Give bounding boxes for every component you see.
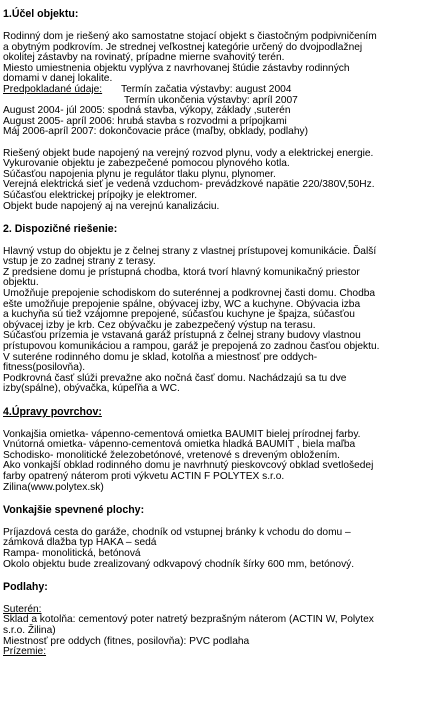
dates-label: Predpokladané údaje:: [3, 83, 103, 95]
paragraph-line: Miestnosť pre oddych (fitnes, posilovňa): PVC podlaha: [3, 635, 250, 647]
section-title-layout: 2. Dispozičné riešenie:: [3, 222, 118, 235]
paragraph-line: obývacej izby je krb. Cez obývačku je zabezpečený výstup na terasu.: [3, 319, 316, 331]
paragraph-line: izby(spálne), obývačka, kúpeľňa a WC.: [3, 383, 180, 395]
paragraph-line: ešte umožňuje prepojenie spálne, obývacej izby, WC a kuchyne. Obývacia izba: [3, 298, 361, 310]
section-title-surfaces: 4.Úpravy povrchov:: [3, 405, 102, 418]
paragraph-line: Schodisko- monolitické železobetónové, vretenové s dreveným obložením.: [3, 449, 340, 461]
section-title-purpose: 1.Účel objektu:: [3, 8, 79, 20]
schedule-line: Máj 2006-apríl 2007: dokončovacie práce (maľby, obklady, podlahy): [3, 126, 308, 138]
section-title-paved-areas: Vonkajšie spevnené plochy:: [3, 503, 145, 516]
paragraph-line: Rampa- monolitická, betónová: [3, 547, 141, 559]
schedule-line: August 2005- apríl 2006: hrubá stavba s rozvodmi a prípojkami: [3, 115, 287, 127]
subheading-basement: Suterén:: [3, 603, 42, 615]
services-line: Vykurovanie objektu je zabezpečené pomocou plynového kotla.: [3, 158, 290, 170]
paragraph-line: Súčasťou prízemia je vstavaná garáž prístupná z čelnej strany budovy vlastnou: [3, 330, 361, 342]
paragraph-line: zámková dlažba typ HAKA – sedá: [3, 537, 157, 549]
paragraph-line: Hlavný vstup do objektu je z čelnej strany z vlastnej prístupovej komunikácie. Ďalší: [3, 245, 377, 257]
polytex-link[interactable]: Zilina(www.polytex.sk): [3, 481, 104, 493]
paragraph-line: Ako vonkajší obklad rodinného domu je navrhnutý pieskovcový obklad svetlošedej: [3, 460, 374, 472]
schedule-line: August 2004- júl 2005: spodná stavba, výkopy, základy ,suterén: [3, 105, 291, 117]
paragraph-line: Okolo objektu bude zrealizovaný odkvapový chodník šírky 600 mm, betónový.: [3, 558, 355, 570]
paragraph-line: vstup je zo zadnej strany z terasy.: [3, 256, 156, 268]
services-line: Súčasťou napojenia plynu je regulátor tlaku plynu, plynomer.: [3, 168, 276, 180]
services-line: Verejná elektrická sieť je vedená vzduchom- prevádzkové napätie 220/380V,50Hz.: [3, 179, 375, 191]
paragraph-line: objektu.: [3, 277, 39, 289]
paragraph-line: prístupovou komunikáciou a rampou, garáž je prepojená zo zadnou časťou objektu.: [3, 341, 380, 353]
date-start: Termín začatia výstavby: august 2004: [121, 83, 292, 95]
paragraph-line: V suteréne rodinného domu je sklad, kotolňa a miestnosť pre oddych-: [3, 351, 318, 363]
paragraph-line: domami v danej lokalite.: [3, 73, 113, 85]
date-end: Termín ukončenia výstavby: apríl 2007: [124, 94, 298, 106]
services-line: Riešený objekt bude napojený na verejný rozvod plynu, vody a elektrickej energie.: [3, 147, 374, 159]
paragraph-line: Rodinný dom je riešený ako samostatne stojací objekt s čiastočným podpivničením: [3, 31, 377, 42]
services-line: Súčasťou elektrickej prípojky je elektromer.: [3, 189, 198, 201]
paragraph-line: okolitej zástavby na rovinatý, prípadne mierne svahovitý terén.: [3, 52, 285, 64]
paragraph-line: Sklad a kotolňa: cementový poter natretý bezprašným náterom (ACTIN W, Polytex: [3, 614, 374, 626]
paragraph-line: Vnútorná omietka- vápenno-cementová omietka hladká BAUMIT , biela maľba: [3, 439, 356, 451]
paragraph-line: Vonkajšia omietka- vápenno-cementová omietka BAUMIT bielej prírodnej farby.: [3, 428, 361, 440]
paragraph-line: s.r.o. Žilina): [3, 624, 56, 636]
paragraph-line: a obytným podkrovím. Je strednej veľkostnej kategórie určený do dvojpodlažnej: [3, 41, 363, 53]
section-title-floors: Podlahy:: [3, 580, 48, 593]
paragraph-line: Miesto umiestnenia objektu vyplýva z navrhovanej štúdie zástavby rodinných: [3, 62, 350, 74]
subheading-ground-floor: Prízemie:: [3, 646, 47, 658]
paragraph-line: a kuchyňa sú tiež vzájomne prepojené, súčasťou kuchyne je špajza, súčasťou: [3, 309, 355, 321]
paragraph-line: Príjazdová cesta do garáže, chodník od vstupnej bránky k vchodu do domu –: [3, 526, 351, 538]
services-line: Objekt bude napojený aj na verejnú kanalizáciu.: [3, 200, 220, 212]
paragraph-line: farby opatrený náterom proti výkvetu ACTIN F POLYTEX s.r.o.: [3, 470, 285, 482]
paragraph-line: Umožňuje prepojenie schodiskom do suterénnej a podkrovnej časti domu. Chodba: [3, 288, 376, 300]
dates-row: [3, 85, 437, 96]
paragraph-line: fitness(posilovňa).: [3, 362, 86, 374]
paragraph-line: Z predsiene domu je prístupná chodba, ktorá tvorí hlavný komunikačný priestor: [3, 266, 360, 278]
paragraph-line: Podkrovná časť slúži prevažne ako nočná časť domu. Nachádzajú sa tu dve: [3, 372, 347, 384]
